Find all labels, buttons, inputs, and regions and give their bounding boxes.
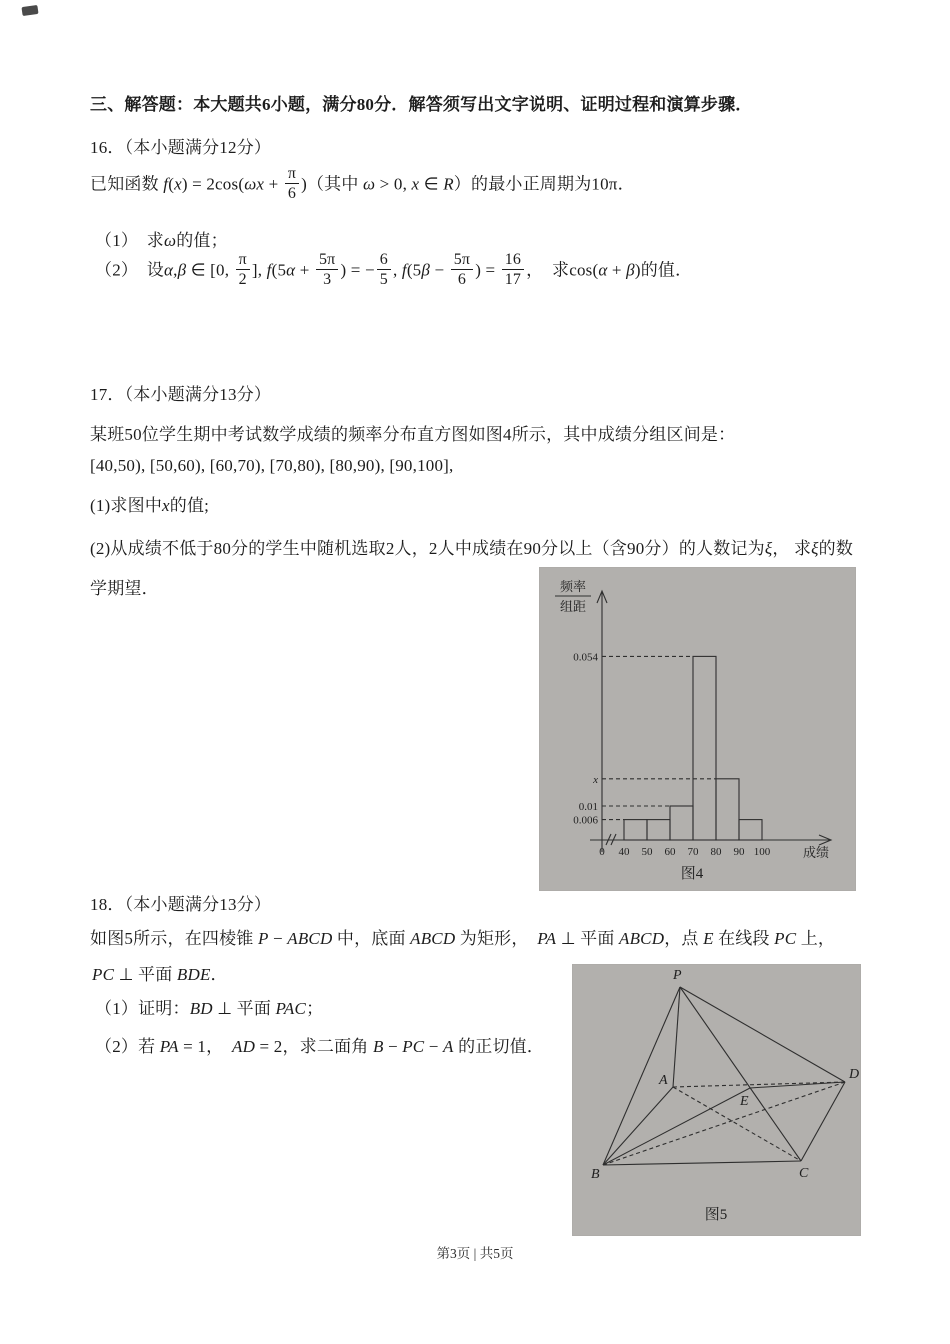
- edge-pd: [680, 987, 845, 1082]
- vertex-label-c: C: [799, 1166, 809, 1181]
- svg-text:50: 50: [641, 846, 653, 858]
- question-16-part1: （1） 求ω的值；: [95, 231, 228, 250]
- figure5-caption: 图5: [704, 1207, 728, 1223]
- fraction: $\frac{16}{17}$: [502, 251, 524, 289]
- svg-text:x: x: [593, 773, 598, 786]
- vertex-label-d: D: [849, 1067, 860, 1082]
- vertex-label-e: E: [740, 1094, 749, 1109]
- question-16-title: 16．（本小题满分12分）: [90, 138, 272, 157]
- question-17-intervals: [40,50), [50,60), [60,70), [70,80), [80,90), [90,100],: [90, 456, 454, 475]
- edge-pb: [603, 987, 680, 1165]
- fraction: $\frac{5\pi}{3}$: [316, 251, 338, 289]
- fraction: $\frac{5\pi}{6}$: [451, 251, 473, 289]
- question-18-part2: （2）若 PA = 1， AD = 2，求二面角 B − PC − A 的正切值．: [95, 1037, 545, 1056]
- edge-cd: [801, 1082, 845, 1161]
- pyramid-svg: [573, 965, 860, 1235]
- svg-text:成绩: 成绩: [802, 845, 830, 860]
- svg-text:0.006: 0.006: [573, 814, 598, 827]
- svg-text:90: 90: [733, 846, 745, 858]
- section-header: 三、解答题：本大题共6小题，满分80分．解答须写出文字说明、证明过程和演算步骤．: [90, 95, 753, 114]
- vertex-label-b: B: [591, 1167, 600, 1182]
- svg-text:40: 40: [618, 846, 630, 858]
- edge-pc: [680, 987, 801, 1161]
- svg-text:0.054: 0.054: [573, 651, 598, 664]
- diagonal-ac-hidden: [673, 1087, 801, 1161]
- edge-bc: [603, 1161, 801, 1165]
- question-17-statement: 某班50位学生期中考试数学成绩的频率分布直方图如图4所示，其中成绩分组区间是：: [90, 425, 736, 444]
- question-17-part2-cont: 学期望．: [90, 579, 159, 598]
- figure-4-histogram: [540, 568, 855, 890]
- question-16-part2: （2） 设α,β ∈ [0, $\frac{\pi}{2}$ ], f(5α + $\frac{5\pi}{3}$ ) = − $\frac{6}{5}$ , f(5β − $\frac{5\pi}{6}$ ) = $\frac{16}{17}$ ， 求cos(α + β)的值．: [95, 251, 693, 289]
- question-16-statement: 已知函数 f(x) = 2cos(ωx + $\frac{\pi}{6}$ )（其中 ω > 0, x ∈ R）的最小正周期为10π．: [90, 165, 635, 203]
- question-18-title: 18．（本小题满分13分）: [90, 895, 272, 914]
- question-17-part1: (1)求图中x的值;: [90, 496, 210, 515]
- svg-text:80: 80: [710, 846, 722, 858]
- svg-text:0.01: 0.01: [578, 801, 598, 813]
- svg-text:60: 60: [664, 846, 676, 858]
- svg-text:图4: 图4: [680, 866, 704, 882]
- edge-be: [603, 1088, 750, 1165]
- svg-text:100: 100: [753, 846, 771, 858]
- question-18-statement: 如图5所示，在四棱锥 P − ABCD 中，底面 ABCD 为矩形， PA ⊥ 平面 ABCD，点 E 在线段 PC 上，: [90, 929, 836, 948]
- question-17-part2: (2)从成绩不低于80分的学生中随机选取2人，2人中成绩在90分以上（含90分）的人数记为ξ， 求ξ的数: [90, 539, 854, 558]
- histogram-svg: [540, 568, 855, 890]
- vertex-label-a: A: [659, 1073, 668, 1088]
- question-17-title: 17．（本小题满分13分）: [90, 385, 272, 404]
- scan-artifact: [21, 5, 38, 16]
- page-footer: 第3页 | 共5页: [436, 1246, 514, 1261]
- figure-5-pyramid: [573, 965, 860, 1235]
- question-18-statement-cont: PC ⊥ 平面 BDE．: [92, 965, 228, 984]
- diagonal-bd-hidden: [603, 1082, 845, 1165]
- edge-ad-hidden: [673, 1082, 845, 1087]
- svg-text:70: 70: [687, 846, 699, 858]
- svg-text:频率: 频率: [559, 579, 587, 594]
- question-18-part1: （1）证明：BD ⊥ 平面 PAC；: [95, 999, 324, 1018]
- vertex-label-p: P: [673, 968, 682, 983]
- fraction: $\frac{6}{5}$: [377, 251, 391, 289]
- svg-text:组距: 组距: [559, 599, 587, 614]
- fraction: $\frac{\pi}{2}$: [236, 251, 250, 289]
- svg-text:0: 0: [599, 846, 605, 858]
- fraction: $\frac{\pi}{6}$: [285, 165, 299, 203]
